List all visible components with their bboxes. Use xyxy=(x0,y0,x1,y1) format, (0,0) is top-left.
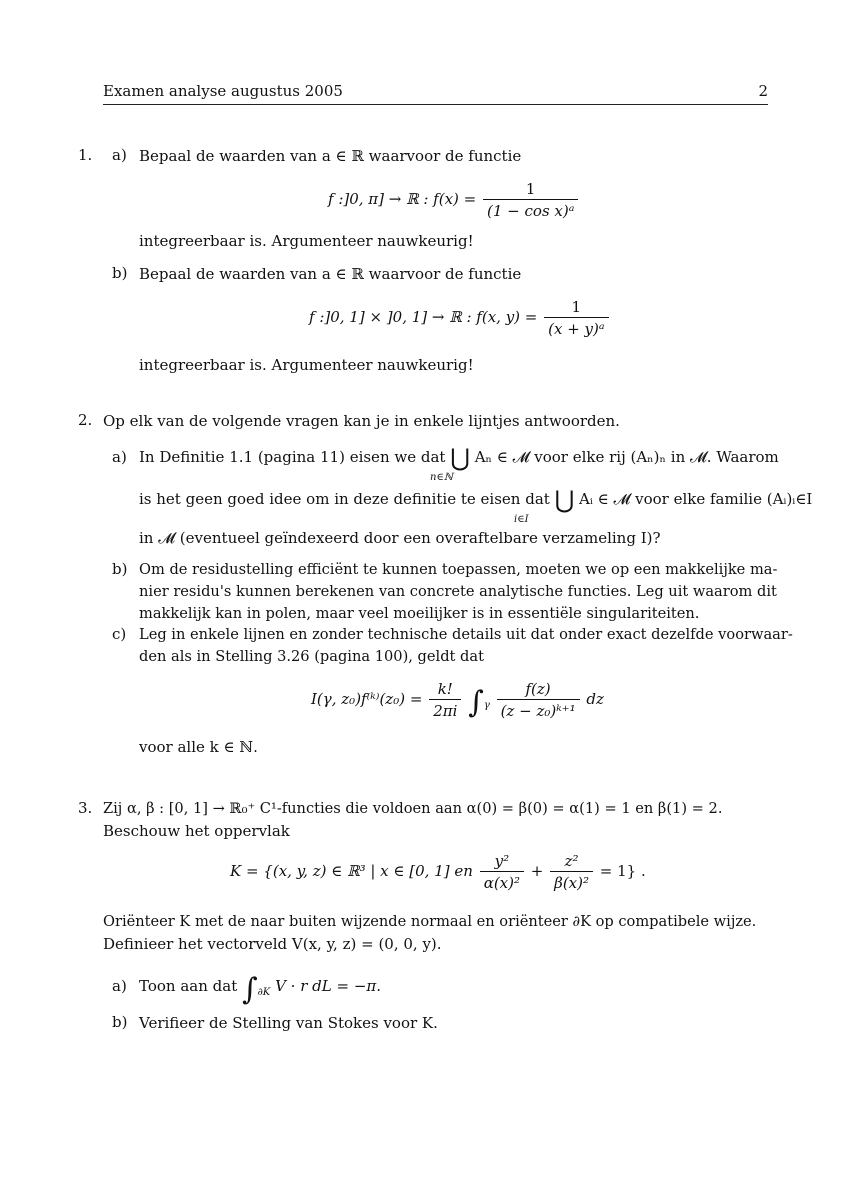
q3-f1-num: y² xyxy=(494,852,510,870)
question-1b-intro: Bepaal de waarden van a ∈ ℝ waarvoor de functie xyxy=(139,265,522,283)
q3-f1-den: α(x)² xyxy=(480,871,524,892)
question-1b-formula xyxy=(309,298,611,338)
question-2a-line2 xyxy=(139,486,813,514)
q2c-integral-subscript: γ xyxy=(483,700,490,711)
question-3-line4: Definieer het vectorveld V(x, y, z) = (0, 0, y). xyxy=(103,935,442,953)
q3-f2-num: z² xyxy=(564,852,579,870)
header-title: Examen analyse augustus 2005 xyxy=(103,82,343,100)
question-2c-line1: Leg in enkele lijnen en zonder technische details uit dat onder exact dezelfde voorwaar- xyxy=(139,626,793,643)
q2c-coef-num: k! xyxy=(437,680,453,698)
question-1a-formula xyxy=(328,180,580,220)
question-2a-line1 xyxy=(139,444,779,472)
question-2-number: 2. xyxy=(78,411,93,429)
q3-fraction-1 xyxy=(480,852,524,892)
q1b-frac-num: 1 xyxy=(571,298,582,316)
question-1-number: 1. xyxy=(78,146,93,164)
page-number: 2 xyxy=(758,82,768,100)
integral-symbol: ∫ xyxy=(242,972,258,1007)
question-2c-label: c) xyxy=(112,625,127,643)
integral-symbol: ∫ xyxy=(468,685,484,720)
question-1b-label: b) xyxy=(112,264,128,282)
big-union-symbol: ⋃ xyxy=(450,444,470,472)
q2a-union-subscript-2: i∈I xyxy=(514,514,529,525)
q1b-fraction xyxy=(544,298,608,338)
question-3b-text: Verifieer de Stelling van Stokes voor K. xyxy=(139,1014,438,1032)
q1b-formula-lhs: f :]0, 1] × ]0, 1] → ℝ : f(x, y) = xyxy=(309,308,538,326)
page-header xyxy=(103,82,768,105)
q1a-frac-den: (1 − cos x)ᵃ xyxy=(483,199,578,220)
q3-formula-end: = 1} . xyxy=(599,862,646,880)
question-1a-label: a) xyxy=(112,146,127,164)
q2a-line1-pre: In Definitie 1.1 (pagina 11) eisen we dat xyxy=(139,448,446,466)
q3-fraction-2 xyxy=(550,852,593,892)
q2c-formula-lhs: I(γ, z₀)f⁽ᵏ⁾(z₀) = xyxy=(311,690,423,708)
question-3a-label: a) xyxy=(112,977,127,995)
q2c-coef-den: 2πi xyxy=(429,699,461,720)
question-1a-intro: Bepaal de waarden van a ∈ ℝ waarvoor de functie xyxy=(139,147,522,165)
question-1a-after: integreerbaar is. Argumenteer nauwkeurig! xyxy=(139,232,474,250)
q2c-dz: dz xyxy=(586,690,604,708)
question-2a-label: a) xyxy=(112,448,127,466)
q2a-line1-mid: Aₙ ∈ 𝓜 voor elke rij (Aₙ)ₙ in 𝓜. Waarom xyxy=(474,448,779,466)
question-2c-line2: den als in Stelling 3.26 (pagina 100), geldt dat xyxy=(139,648,484,665)
question-2b-line1: Om de residustelling efficiënt te kunnen toepassen, moeten we op een makkelijke ma- xyxy=(139,561,778,578)
question-3a-text xyxy=(139,972,381,1007)
q1b-frac-den: (x + y)ᵃ xyxy=(544,317,608,338)
q1a-frac-num: 1 xyxy=(525,180,536,198)
q3-f2-den: β(x)² xyxy=(550,871,593,892)
q2c-integrand xyxy=(497,680,580,720)
q3a-expression: V · r dL = −π. xyxy=(275,977,382,995)
question-1b-after: integreerbaar is. Argumenteer nauwkeurig! xyxy=(139,356,474,374)
question-3b-label: b) xyxy=(112,1013,128,1031)
q2c-integrand-den: (z − z₀)ᵏ⁺¹ xyxy=(497,699,580,720)
question-3-line2: Beschouw het oppervlak xyxy=(103,822,290,840)
q2a-line2-pre: is het geen goed idee om in deze definitie te eisen dat xyxy=(139,490,550,508)
q3-plus: + xyxy=(530,862,544,880)
big-union-symbol: ⋃ xyxy=(554,486,575,514)
question-3-line3: Oriënteer K met de naar buiten wijzende normaal en oriënteer ∂K op compatibele wijze. xyxy=(103,913,757,930)
question-2b-line2: nier residu's kunnen berekenen van concrete analytische functies. Leg uit waarom dit xyxy=(139,583,777,600)
question-2c-formula xyxy=(311,680,604,720)
q3a-integral-subscript: ∂K xyxy=(257,987,271,998)
question-2c-after: voor alle k ∈ ℕ. xyxy=(139,738,258,756)
q3a-pre: Toon aan dat xyxy=(139,977,238,995)
question-2b-line3: makkelijk kan in polen, maar veel moeilijker is in essentiële singulariteiten. xyxy=(139,605,700,622)
q3-formula-lhs: K = {(x, y, z) ∈ ℝ³ | x ∈ [0, 1] en xyxy=(230,862,473,880)
q1a-fraction xyxy=(483,180,578,220)
question-2a-line3: in 𝓜 (eventueel geïndexeerd door een overaftelbare verzameling I)? xyxy=(139,529,661,547)
q2c-coefficient xyxy=(429,680,461,720)
q2a-line2-mid: Aᵢ ∈ 𝓜 voor elke familie (Aᵢ)ᵢ∈I xyxy=(579,490,813,508)
q1a-formula-lhs: f :]0, π] → ℝ : f(x) = xyxy=(328,190,477,208)
question-2b-label: b) xyxy=(112,560,128,578)
question-2-intro: Op elk van de volgende vragen kan je in enkele lijntjes antwoorden. xyxy=(103,412,620,430)
question-3-line1: Zij α, β : [0, 1] → ℝ₀⁺ C¹-functies die voldoen aan α(0) = β(0) = α(1) = 1 en β(1) = 2. xyxy=(103,800,723,817)
question-3-number: 3. xyxy=(78,799,93,817)
q2a-union-subscript-1: n∈ℕ xyxy=(430,472,453,483)
q2c-integrand-num: f(z) xyxy=(525,680,551,698)
question-3-surface-formula xyxy=(230,852,646,892)
